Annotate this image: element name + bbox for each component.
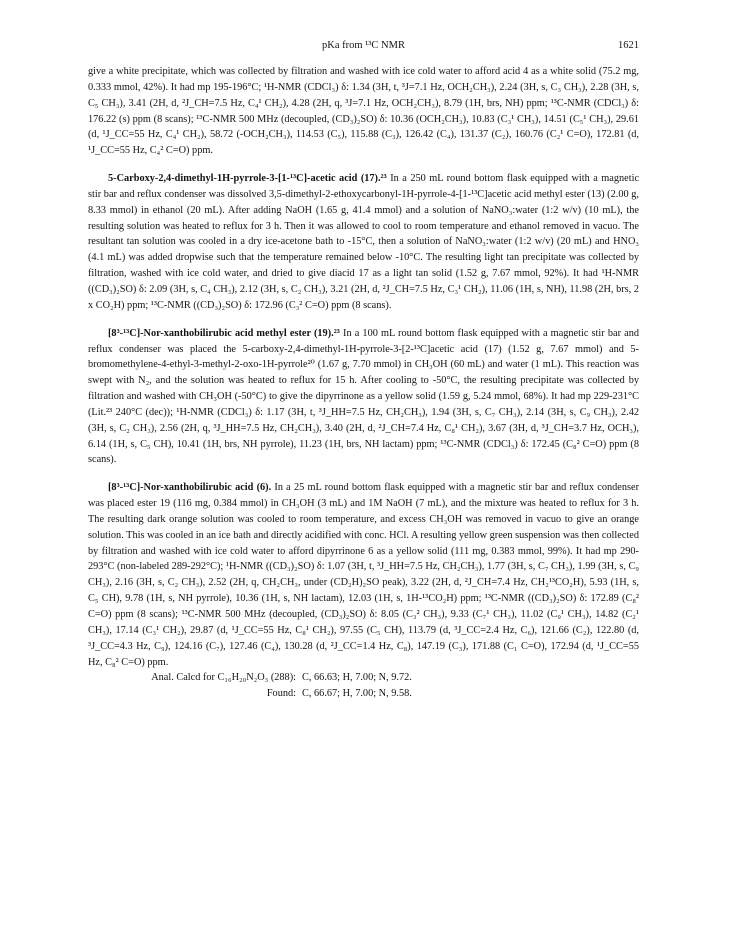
paragraph-compound-6 [88,480,639,670]
compound-heading: [8³-¹³C]-Nor-xanthobilirubic acid (6). [108,482,272,494]
analysis-calcd-label: Anal. Calcd for C₁₆H₂₀N₂O₃ (288): [151,672,296,684]
compound-heading: [8³-¹³C]-Nor-xanthobilirubic acid methyl ester (19).²³ [108,327,340,339]
compound-heading: 5-Carboxy-2,4-dimethyl-1H-pyrrole-3-[1-¹³C]-acetic acid (17).²³ [108,173,387,185]
analysis-calcd-values: C, 66.63; H, 7.00; N, 9.72. [302,672,412,684]
elemental-analysis [88,670,639,702]
paragraph-continuation [88,64,639,159]
running-header [88,40,639,56]
paragraph-compound-19 [88,326,639,469]
paragraph-text: give a white precipitate, which was collected by filtration and washed with ice cold water to afford acid 4 as a white solid (75.2 mg, 0.333 mmol, 42%). It had mp 195-196°C; ¹H-NMR (CDCl₃) δ: 1.34 (3H, t, ³J=7.1 Hz, OCH₂CH₃), 2.24 (3H, s, C₃ CH₃), 2.28 (3H, s, C₅ CH₃), 3.41 (2H, d, ²J_CH=7.5 Hz, C₄¹ CH₂), 4.28 (2H, q, ³J=7.1 Hz, OCH₂CH₃), 8.79 (1H, brs, NH) ppm; ¹³C-NMR (CDCl₃) δ: 176.22 (s) ppm (8 scans); ¹³C-NMR 500 MHz (decoupled, (CD₃)₂SO) δ: 10.36 (OCH₂CH₃), 10.83 (C₃¹ CH₃), 14.51 (C₅¹ CH₃), 29.61 (d, ¹J_CC=55 Hz, C₄¹ CH₂), 58.72 (-OCH₂CH₃), 114.53 (C₅), 115.88 (C₃), 126.42 (C₄), 131.37 (C₂), 160.76 (C₂¹ C=O), 172.81 (d, ¹J_CC=55 Hz, C₄² C=O) ppm. [88,66,639,157]
paragraph-text: In a 25 mL round bottom flask equipped with a magnetic stir bar and reflux condenser was placed ester 19 (116 mg, 0.384 mmol) in CH₃OH (3 mL) and 1M NaOH (7 mL), and the mixture was heated to reflux for 3 h. The resulting dark orange solution was cooled to room temperature, and excess CH₃OH was removed in vacuo to give an orange solution. This was cooled in an ice bath and directly acidified with conc. HCl. A resulting yellow green suspension was then collected by filtration and washed with ice cold water to afford dipyrrinone 6 as a yellow solid (111 mg, 0.383 mmol, 99%). It had mp 290-293°C (non-labeled 289-292°C); ¹H-NMR ((CD₃)₂SO) δ: 1.07 (3H, t, ³J_HH=7.5 Hz, CH₂CH₃), 1.77 (3H, s, C₇ CH₃), 1.99 (3H, s, C₉ CH₃), 2.16 (3H, s, C₂ CH₃), 2.52 (2H, q, CH₂CH₃, under (CD₂H)₂SO peak), 3.22 (2H, d, ²J_CH=7.4 Hz, CH₂¹³CO₂H), 5.93 (1H, s, C₅ CH), 9.78 (1H, s, NH pyrrole), 10.36 (1H, s, NH lactam), 12.03 (1H, s, 1H-¹³CO₂H) ppm; ¹³C-NMR ((CD₃)₂SO) δ: 172.89 (C₈² C=O) ppm (8 scans); ¹³C-NMR 500 MHz (decoupled, (CD₃)₂SO) δ: 8.05 (C₃² CH₃), 9.33 (C₇¹ CH₃), 11.02 (C₉¹ CH₃), 14.82 (C₂¹ CH₃), 17.14 (C₃¹ CH₂), 29.87 (d, ¹J_CC=55 Hz, C₈¹ CH₂), 97.55 (C₅ CH), 113.79 (d, ³J_CC=2.4 Hz, C₆), 121.66 (C₂), 122.80 (d, ³J_CC=4.3 Hz, C₉), 124.16 (C₇), 127.46 (C₄), 130.28 (d, ²J_CC=1.4 Hz, C₈), 147.19 (C₃), 171.88 (C₁ C=O), 172.94 (d, ¹J_CC=55 Hz, C₈² C=O) ppm. [88,482,640,668]
analysis-found-values: C, 66.67; H, 7.00; N, 9.58. [302,688,412,700]
article-body [88,64,639,702]
running-title: pKa from ¹³C NMR [321,40,405,51]
paragraph-compound-17 [88,171,639,314]
paragraph-text: In a 100 mL round bottom flask equipped with a magnetic stir bar and reflux condenser was placed the 5-carboxy-2,4-dimethyl-1H-pyrrole-3-[2-¹³C]acetic acid (17) (1.52 g, 7.67 mmol) and 5-bromomethylene-4-ethyl-3-methyl-2-oxo-1H-pyrrole²⁰ (1.67 g, 7.70 mmol) in CH₃OH (60 mL) and water (1 mL). This reaction was swept with N₂, and the solution was heated to reflux for 15 h. After cooling to -50°C, the resulting precipitate was collected by filtration and washed with CH₃OH (-50°C) to give the dipyrrinone as a yellow solid (1.59 g, 5.24 mmol, 68%). It had mp 229-231°C (Lit.²³ 240°C (dec)); ¹H-NMR (CDCl₃) δ: 1.17 (3H, t, ³J_HH=7.5 Hz, CH₂CH₃), 1.94 (3H, s, C₇ CH₃), 2.14 (3H, s, C₉ CH₃), 2.42 (3H, s, C₂ CH₃), 2.56 (2H, q, ³J_HH=7.5 Hz, CH₂CH₃), 3.40 (2H, d, ²J_CH=7.4 Hz, C₈¹ CH₂), 3.67 (3H, d, ³J_CH=3.7 Hz, OCH₃), 6.14 (1H, s, C₅ CH), 10.41 (1H, brs, NH pyrrole), 11.23 (1H, brs, NH lactam) ppm; ¹³C-NMR (CDCl₃) δ: 172.45 (C₈² C=O) ppm (8 scans). [88,327,639,466]
paragraph-text: In a 250 mL round bottom flask equipped with a magnetic stir bar and reflux condenser was dissolved 3,5-dimethyl-2-ethoxycarbonyl-1H-pyrrole-4-[1-¹³C]acetic acid methyl ester (13) (2.00 g, 8.33 mmol) in ethanol (20 mL). After adding NaOH (1.65 g, 41.4 mmol) and a solution of NaNO₃:water (1:2 w/v) (10 mL), the resulting solution was heated to reflux for 3 h. Then it was allowed to cool to room temperature and ethanol removed in vacuo. The resultant tan solution was cooled in a dry ice-acetone bath to -15°C, then a solution of NaNO₃:water (1:2 w/v) (20 mL) and HNO₃ (4.1 mL) was added dropwise such that the temperature remained below -10°C. The resulting light tan precipitate was collected by filtration, washed with ice cold water, and dried to give diacid 17 as a light tan solid (1.52 g, 7.67 mmol, 92%). It had ¹H-NMR ((CD₃)₂SO) δ: 2.09 (3H, s, C₄ CH₃), 2.12 (3H, s, C₂ CH₃), 3.21 (2H, d, ²J_CH=7.5 Hz, C₃¹ CH₂), 11.06 (1H, s, NH), 11.98 (2H, brs, 2 x CO₂H) ppm; ¹³C-NMR ((CD₃)₂SO) δ: 172.96 (C₃² C=O) ppm (8 scans). [88,173,640,311]
page-number: 1621 [618,40,639,51]
analysis-found-label: Found: [266,688,296,700]
